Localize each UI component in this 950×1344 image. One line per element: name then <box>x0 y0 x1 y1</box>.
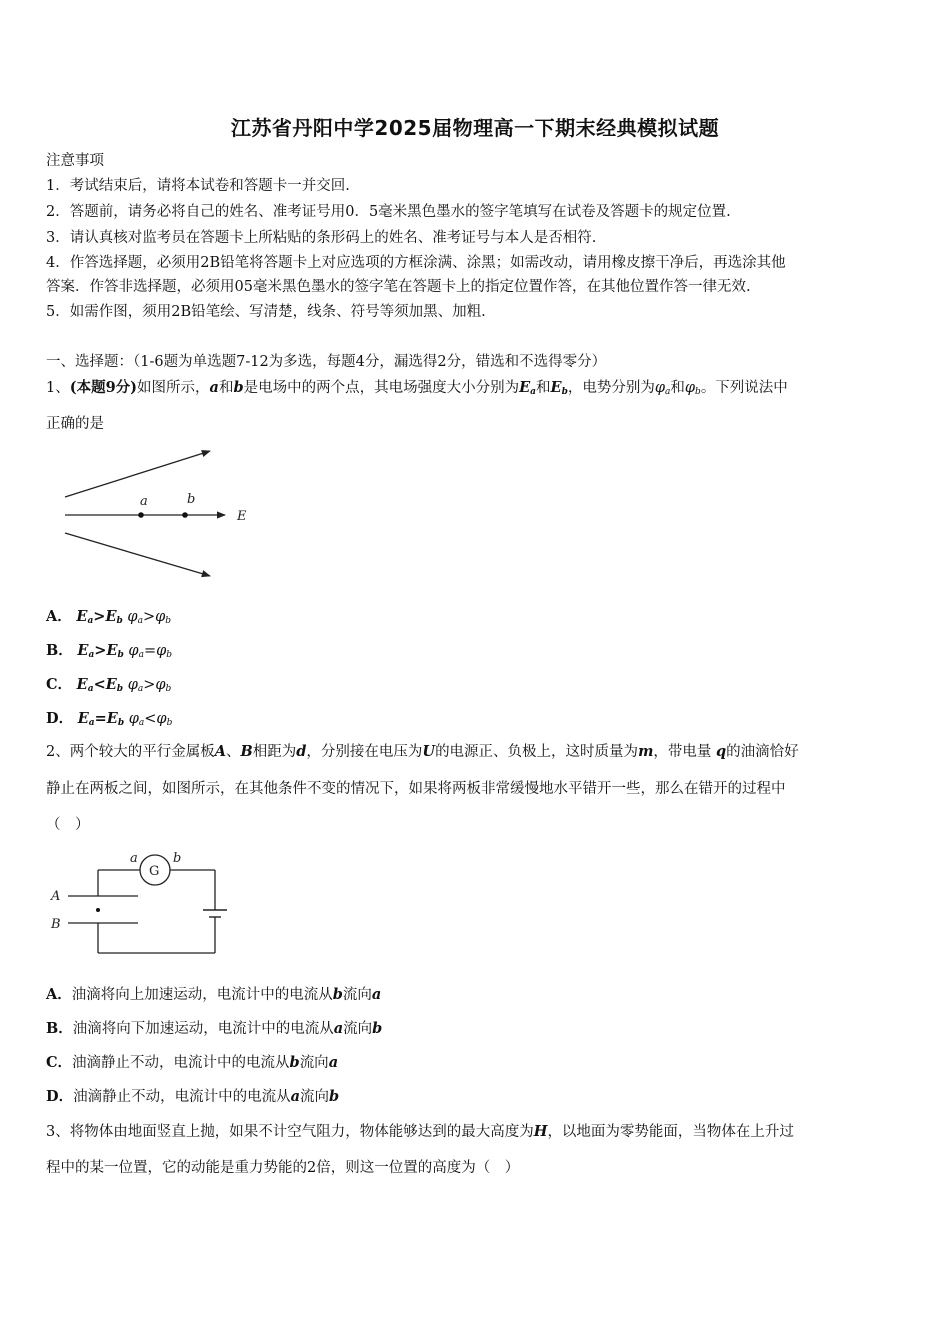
label-G: G <box>149 864 160 879</box>
section-heading: 一、选择题：（1-6题为单选题7-12为多选，每题4分，漏选得2分，错选和不选得零分） <box>46 354 607 370</box>
q1-var-b: b <box>233 379 244 396</box>
q2-option-B[interactable]: B．油滴将向下加速运动，电流计中的电流从a流向b <box>46 1020 383 1037</box>
oil-drop <box>96 908 100 912</box>
label-b: b <box>187 492 196 507</box>
q1-text: ，电势分别为 <box>567 380 655 396</box>
q1-option-B[interactable]: B． $E_a>E_b$ $\varphi_a=\varphi_b$ <box>46 642 173 660</box>
q2-stem-line2: 静止在两板之间，如图所示，在其他条件不变的情况下，如果将两板非常缓慢地水平错开一些，那么在错开的过程中 <box>46 781 786 797</box>
q1-text: 。下列说法中 <box>700 380 788 396</box>
q1-text: 是电场中的两个点，其电场强度大小分别为 <box>243 380 520 396</box>
notice-heading: 注意事项 <box>46 153 104 169</box>
notice-item-1: 1．考试结束后，请将本试卷和答题卡一并交回. <box>46 178 350 194</box>
q1-number: 1、 <box>46 380 70 396</box>
q1-Ea: $E_a$ <box>519 379 536 397</box>
q1-tag: (本题9分) <box>69 379 138 396</box>
notice-item-4-cont: 答案．作答非选择题，必须用05毫米黑色墨水的签字笔在答题卡上的指定位置作答，在其他位置作答一律无效. <box>46 279 751 295</box>
q2-stem: 2、两个较大的平行金属板A、B相距为d，分别接在电压为U的电源正、负极上，这时质量为m，带电量 q的油滴恰好 <box>46 743 799 760</box>
q1-phia: $\varphi_a$ <box>654 380 671 397</box>
q1-option-A[interactable]: A． $E_a>E_b$ $\varphi_a>\varphi_b$ <box>46 608 172 626</box>
notice-item-4: 4．作答选择题，必须用2B铅笔将答题卡上对应选项的方框涂满、涂黑；如需改动，请用橡皮擦干净后，再选涂其他 <box>46 255 786 271</box>
q2-circuit-figure <box>45 850 245 960</box>
point-b <box>182 512 188 518</box>
q1-option-C[interactable]: C． $E_a<E_b$ $\varphi_a>\varphi_b$ <box>46 676 172 694</box>
q1-field-figure <box>60 445 260 585</box>
q3-stem: 3、将物体由地面竖直上抛，如果不计空气阻力，物体能够达到的最大高度为H，以地面为零势能面，当物体在上升过 <box>46 1123 794 1140</box>
label-a: a <box>140 494 148 509</box>
q2-option-A[interactable]: A．油滴将向上加速运动，电流计中的电流从b流向a <box>46 986 382 1003</box>
q1-stem-line2: 正确的是 <box>46 416 104 432</box>
label-a: a <box>130 851 138 866</box>
label-E: E <box>237 509 247 524</box>
q2-option-D[interactable]: D．油滴静止不动，电流计中的电流从a流向b <box>46 1088 340 1105</box>
q2-stem-line3: （ ） <box>46 817 90 833</box>
notice-item-5: 5．如需作图，须用2B铅笔绘、写清楚，线条、符号等须加黑、加粗. <box>46 304 486 320</box>
q1-Eb: $E_b$ <box>550 379 568 397</box>
notice-item-3: 3．请认真核对监考员在答题卡上所粘贴的条形码上的姓名、准考证号与本人是否相符. <box>46 230 597 246</box>
q1-text: 和 <box>218 380 234 396</box>
field-line-lower <box>65 533 210 576</box>
q2-option-C[interactable]: C．油滴静止不动，电流计中的电流从b流向a <box>46 1054 339 1071</box>
doc-title: 江苏省丹阳中学2025届物理高一下期末经典模拟试题 <box>230 116 720 140</box>
q1-text: 和 <box>670 380 685 396</box>
q1-option-D[interactable]: D． $E_a=E_b$ $\varphi_a<\varphi_b$ <box>46 710 173 728</box>
notice-item-2: 2．答题前，请务必将自己的姓名、准考证号用0．5毫米黑色墨水的签字笔填写在试卷及答题卡的规定位置. <box>46 204 731 220</box>
field-line-upper <box>65 451 210 497</box>
q3-stem-line2: 程中的某一位置，它的动能是重力势能的2倍，则这一位置的高度为（ ） <box>46 1160 520 1176</box>
point-a <box>138 512 144 518</box>
q1-var-a: a <box>209 379 219 396</box>
label-b: b <box>173 851 182 866</box>
q1-stem <box>46 378 908 402</box>
q1-text: 和 <box>536 380 551 396</box>
label-B: B <box>51 917 61 932</box>
label-A: A <box>51 889 61 904</box>
q1-phib: $\varphi_b$ <box>684 380 701 397</box>
q1-text: 如图所示， <box>137 380 210 396</box>
